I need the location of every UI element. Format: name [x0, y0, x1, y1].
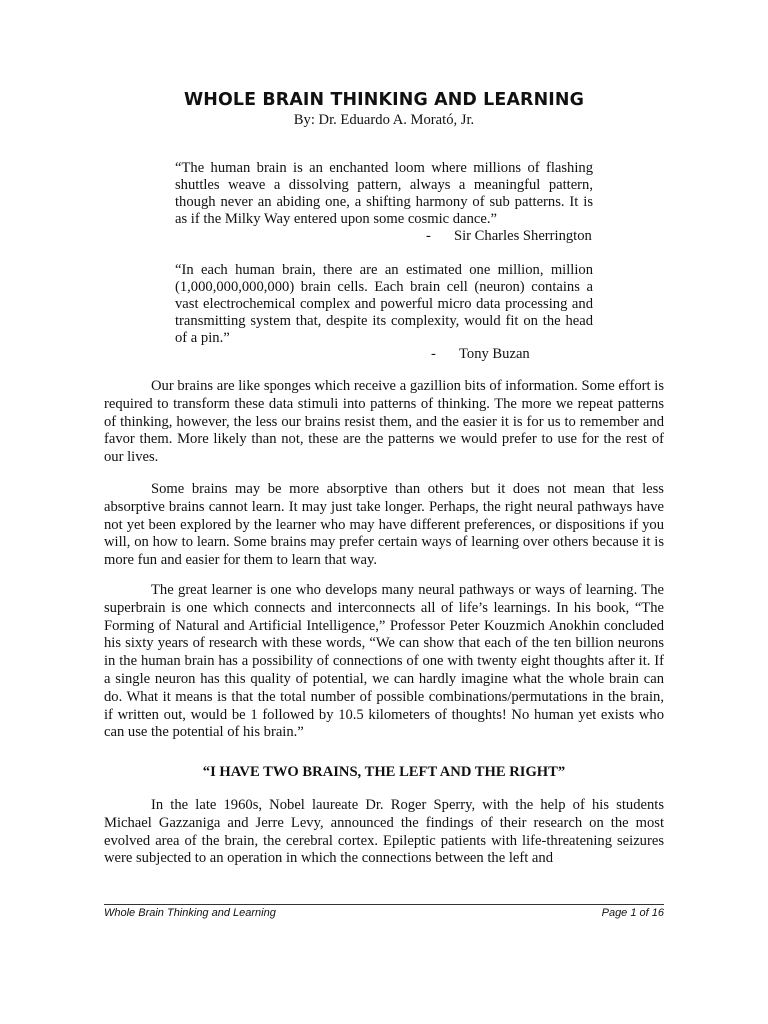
footer-divider: [104, 904, 664, 905]
quote-attribution-sherrington: [426, 228, 592, 245]
document-title: WHOLE BRAIN THINKING AND LEARNING: [183, 90, 585, 110]
epigraph-quote-buzan: “In each human brain, there are an estimated one million, million (1,000,000,000,000) brain cells. Each brain cell (neuron) contains a vast electrochemical complex and powerful micro data processing and transmitting system that, despite its complexity, would fit on the head of a pin.”: [175, 262, 593, 346]
attribution-author: Tony Buzan: [459, 346, 530, 362]
footer-page-number: Page 1 of 16: [601, 907, 664, 919]
attribution-dash: -: [431, 346, 436, 362]
body-paragraph-sponges: Our brains are like sponges which receive a gazillion bits of information. Some effort is required to transform these data stimuli into patterns of thinking. The more we repeat patterns of thinking, however, the less our brains resist them, and the easier it is for us to remember and favor them. More likely than not, these are the patterns we would prefer to use for the rest of our lives.: [104, 378, 664, 466]
quote-attribution-buzan: [431, 346, 530, 363]
attribution-dash: -: [426, 228, 431, 244]
body-paragraph-great-learner: The great learner is one who develops many neural pathways or ways of learning. The superbrain is one which connects and interconnects all of life’s learnings. In his book, “The Forming of Natural and Artificial Intelligence,” Professor Peter Kouzmich Anokhin concluded his sixty years of research with these words, “We can show that each of the ten billion neurons in the human brain has a possibility of connections of one with twenty eight thoughts after it. If a single neuron has this quality of potential, we can hardly imagine what the whole brain can do. What it means is that the total number of possible combinations/permutations in the brain, if written out, would be 1 followed by 10.5 kilometers of thoughts! No human yet exists who can use the potential of his brain.”: [104, 582, 664, 741]
body-paragraph-sperry: In the late 1960s, Nobel laureate Dr. Roger Sperry, with the help of his students Michael Gazzaniga and Jerre Levy, announced the findings of their research on the most evolved area of the brain, the cerebral cortex. Epileptic patients with life-threatening seizures were subjected to an operation in which the connections between the left and: [104, 797, 664, 867]
attribution-author: Sir Charles Sherrington: [454, 228, 592, 244]
section-heading: “I HAVE TWO BRAINS, THE LEFT AND THE RIGHT”: [202, 764, 566, 780]
body-paragraph-absorptive: Some brains may be more absorptive than others but it does not mean that less absorptive brains cannot learn. It may just take longer. Perhaps, the right neural pathways have not yet been explored by the learner who may have different preferences, or dispositions if you will, on how to learn. Some brains may prefer certain ways of learning over others because it is more fun and easier for them to learn that way.: [104, 481, 664, 569]
footer-document-title: Whole Brain Thinking and Learning: [104, 907, 276, 919]
epigraph-quote-sherrington: “The human brain is an enchanted loom where millions of flashing shuttles weave a dissolving pattern, always a meaningful pattern, though never an abiding one, a shifting harmony of sub patterns. It is as if the Milky Way entered upon some cosmic dance.”: [175, 160, 593, 227]
document-page: [104, 0, 664, 1024]
author-byline: By: Dr. Eduardo A. Morató, Jr.: [293, 112, 475, 128]
